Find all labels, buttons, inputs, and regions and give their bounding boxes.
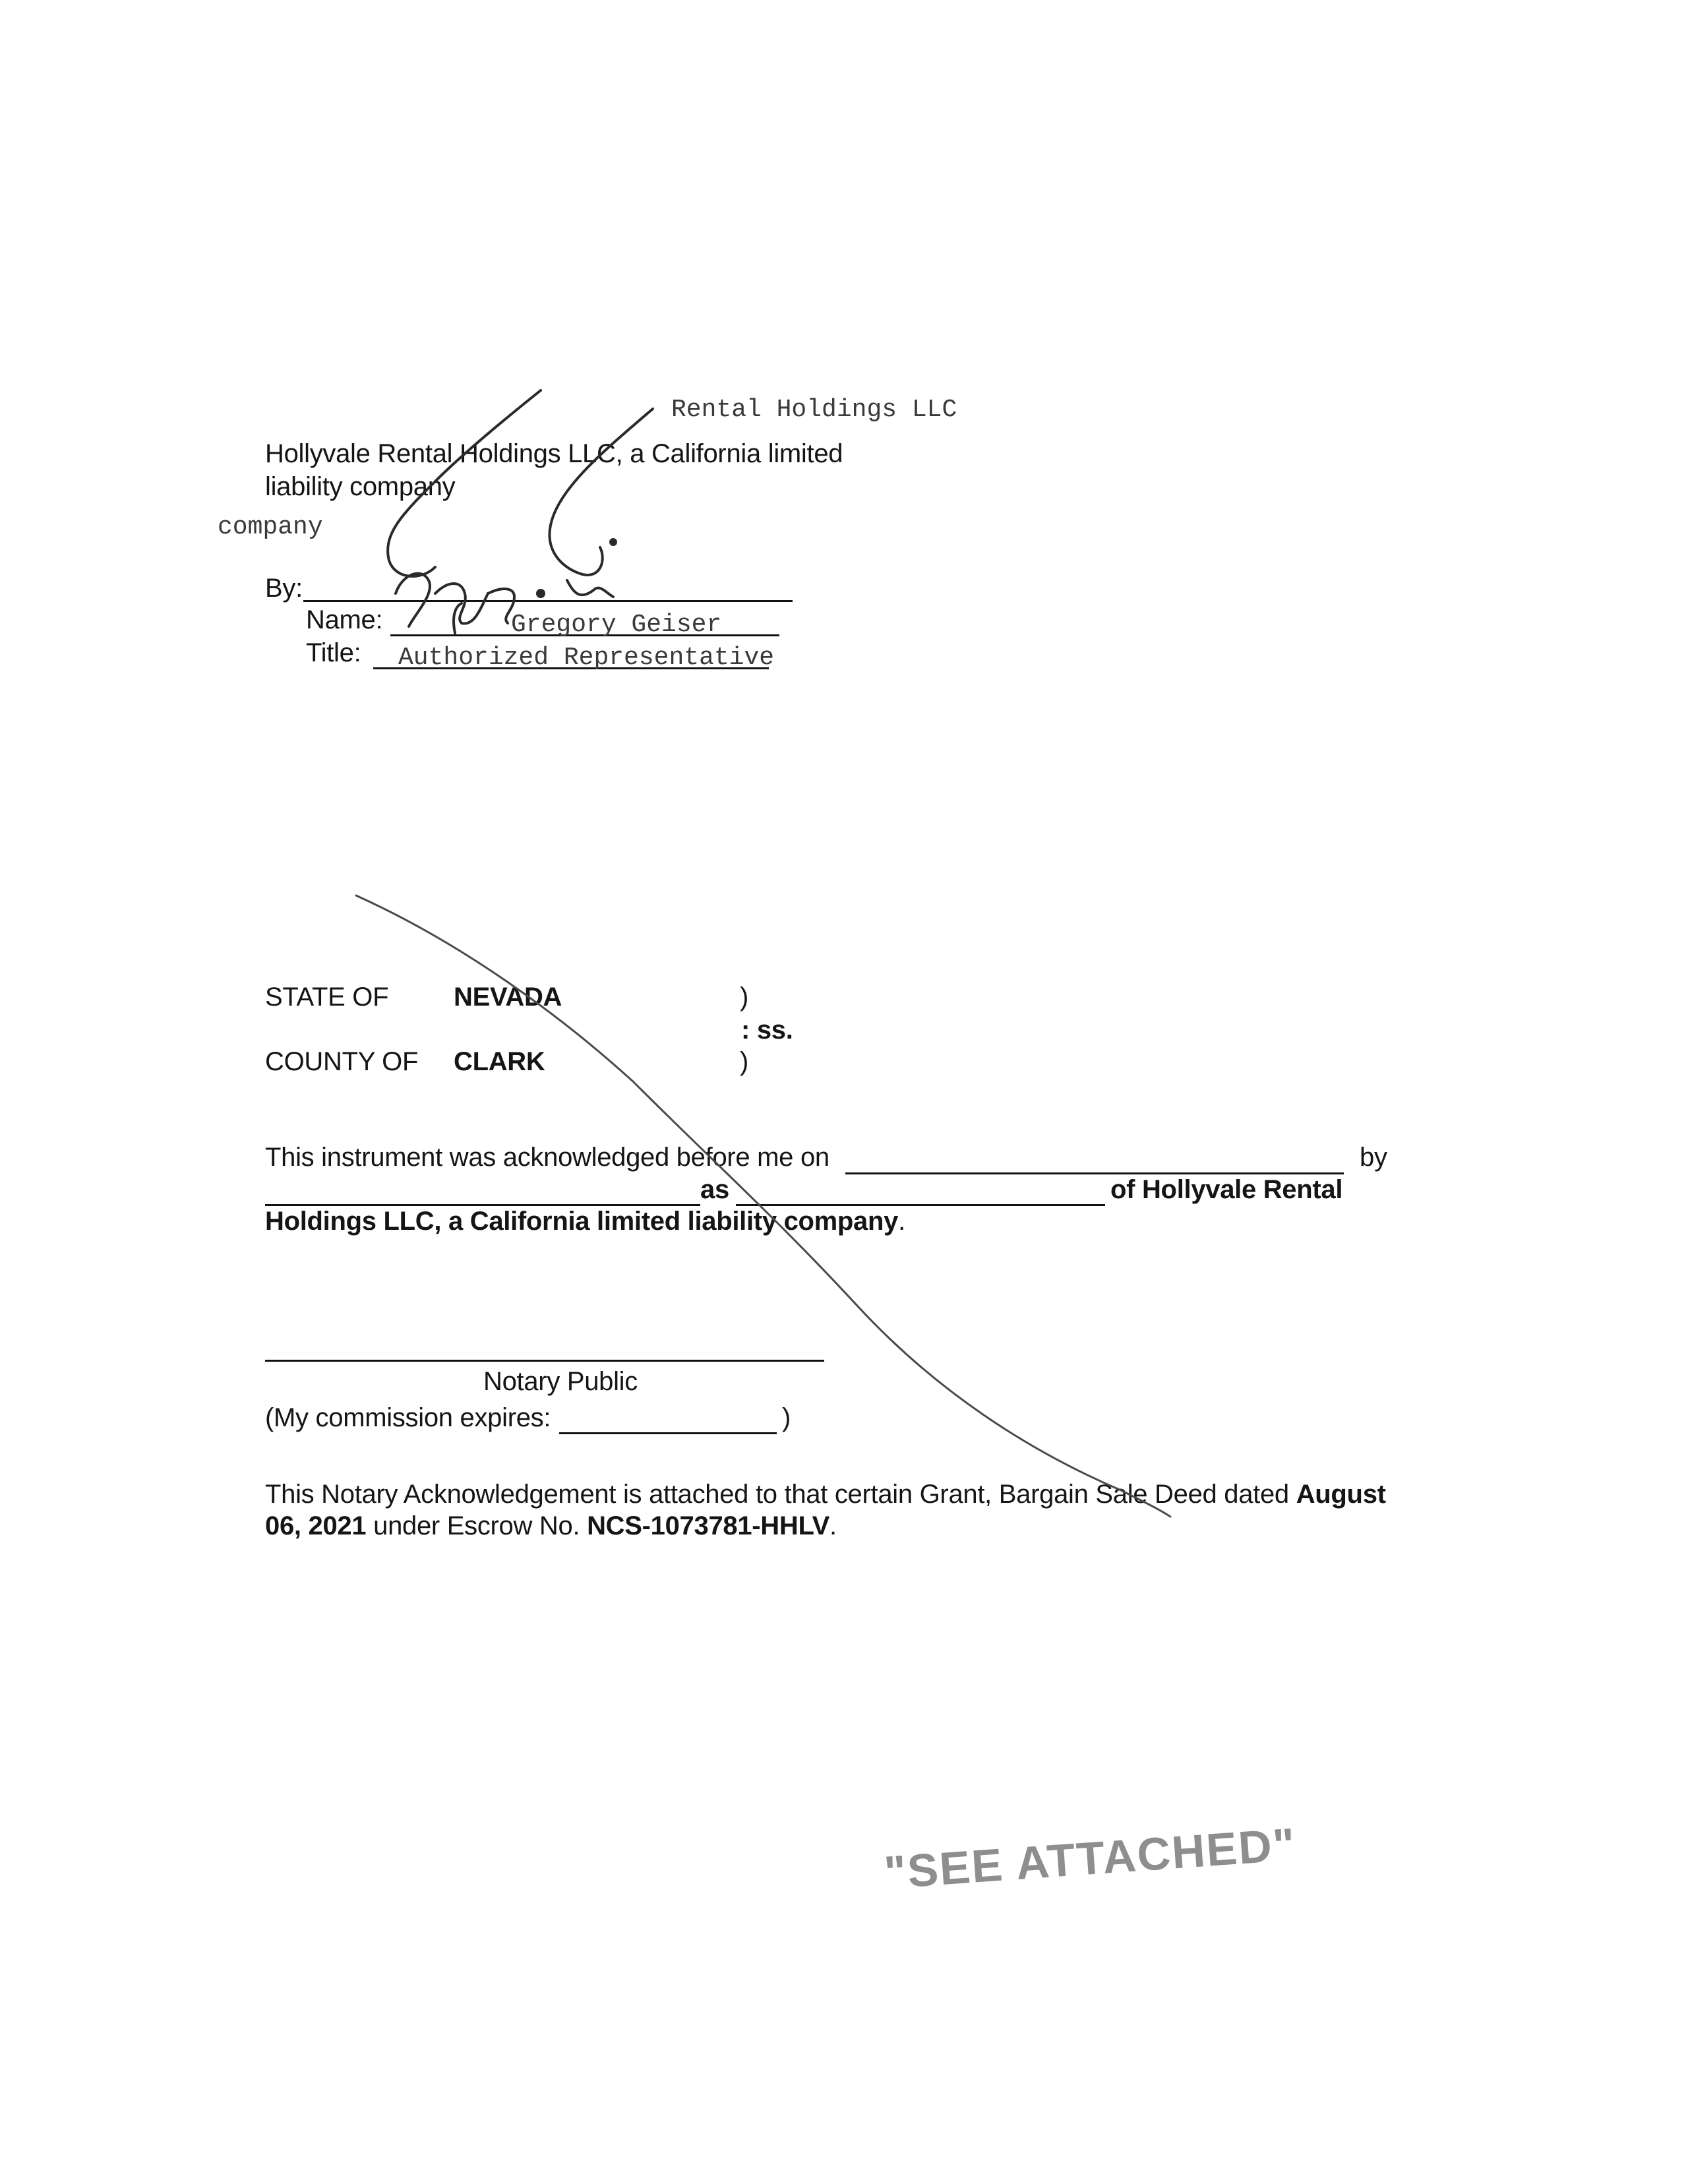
commission-open: (My commission expires: xyxy=(265,1403,551,1432)
notary-public-label: Notary Public xyxy=(483,1367,638,1396)
state-label: STATE OF xyxy=(265,983,389,1012)
attachment-date-part2: 06, 2021 xyxy=(265,1511,367,1540)
attachment-date-part1: August xyxy=(1296,1480,1386,1509)
state-value: NEVADA xyxy=(454,983,562,1012)
signer-title: Authorized Representative xyxy=(398,644,775,672)
commission-close: ) xyxy=(782,1403,791,1432)
ack-entity-text: Holdings LLC, a California limited liability company xyxy=(265,1207,899,1236)
attachment-period: . xyxy=(829,1511,837,1540)
venue-paren-close: ) xyxy=(740,1047,749,1076)
by-label: By: xyxy=(265,574,303,603)
venue-paren-open: ) xyxy=(740,983,749,1012)
ss-label: : ss. xyxy=(741,1016,793,1045)
typed-company-word: company xyxy=(218,513,323,541)
grantor-name-line1: Hollyvale Rental Holdings LLC, a California limited xyxy=(265,439,843,468)
grantor-name-line2: liability company xyxy=(265,472,456,501)
title-label: Title: xyxy=(306,638,361,667)
see-attached-stamp: "SEE ATTACHED" xyxy=(882,1818,1298,1899)
escrow-number: NCS-1073781-HHLV xyxy=(587,1511,830,1540)
strike-through-mark xyxy=(356,895,1170,1517)
attachment-text1: This Notary Acknowledgement is attached to that certain Grant, Bargain Sale Deed dated xyxy=(265,1480,1289,1509)
county-value: CLARK xyxy=(454,1047,545,1076)
county-label: COUNTY OF xyxy=(265,1047,419,1076)
name-label: Name: xyxy=(306,605,383,634)
signer-name: Gregory Geiser xyxy=(511,611,722,639)
signature-mark xyxy=(388,390,653,633)
ack-text-start: This instrument was acknowledged before me on xyxy=(265,1143,829,1172)
attachment-text2: under Escrow No. xyxy=(373,1511,580,1540)
ack-by: by xyxy=(1360,1143,1387,1172)
ack-as: as xyxy=(700,1175,729,1204)
ack-of-entity: of Hollyvale Rental xyxy=(1110,1175,1343,1204)
typed-entity-name: Rental Holdings LLC xyxy=(671,396,957,424)
ack-period: . xyxy=(898,1207,905,1236)
